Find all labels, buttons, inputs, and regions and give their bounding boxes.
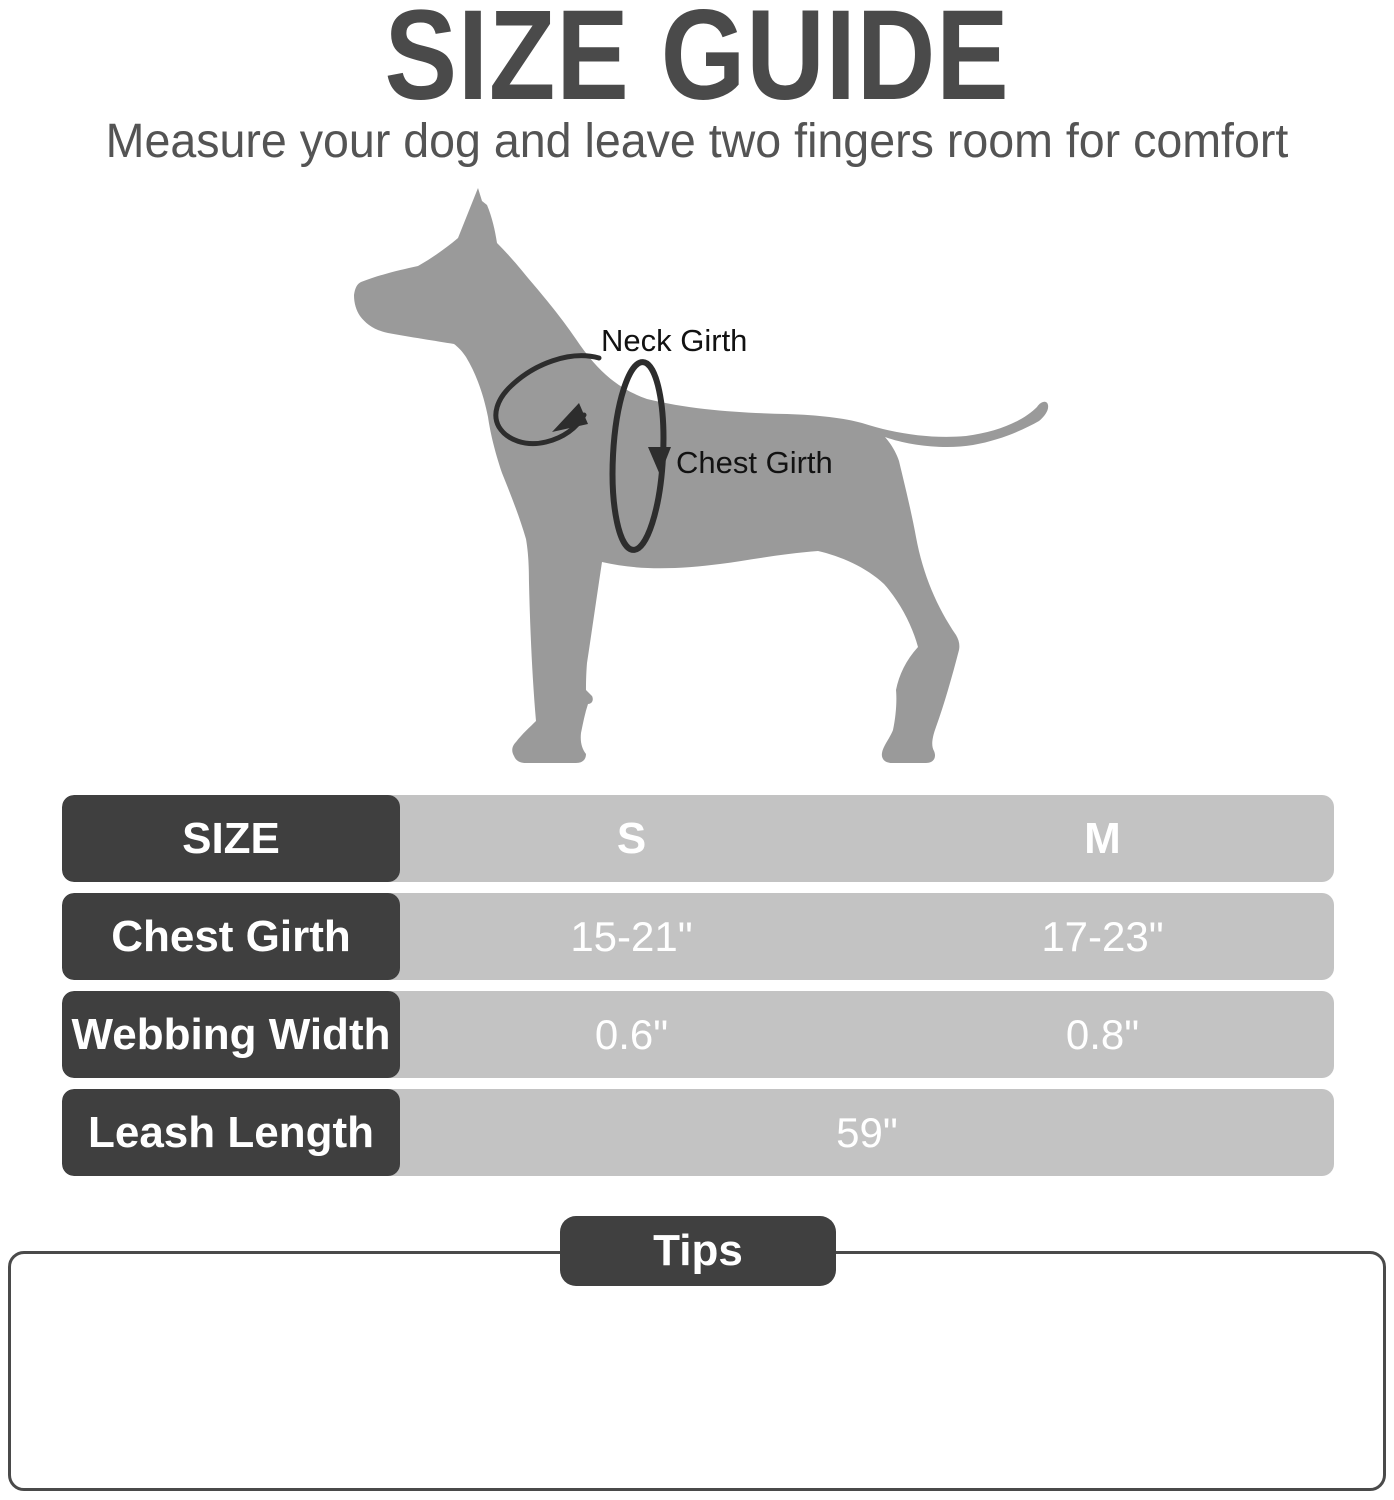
value-s-cell	[388, 991, 863, 1078]
dog-diagram	[340, 185, 1075, 780]
tips-badge-label: Tips	[653, 1226, 743, 1275]
size-table	[62, 795, 1334, 1187]
value-s-cell	[388, 893, 863, 980]
value-merged: 59"	[836, 1108, 898, 1156]
value-s: 15-21"	[570, 912, 693, 960]
row-label-cell	[62, 893, 400, 980]
header-m-cell	[859, 795, 1334, 882]
header-m-label: M	[1084, 813, 1121, 863]
value-m: 0.8"	[1065, 1010, 1140, 1058]
row-label: Chest Girth	[111, 911, 351, 961]
header-size-cell	[62, 795, 400, 882]
value-s: 0.6"	[594, 1010, 669, 1058]
header-s-cell	[388, 795, 863, 882]
row-label: Leash Length	[87, 1107, 375, 1157]
tips-box	[8, 1251, 1386, 1491]
tips-badge	[560, 1216, 836, 1286]
header-size-label: SIZE	[182, 813, 280, 863]
neck-girth-label: Neck Girth	[601, 323, 748, 358]
table-row-leash-length	[62, 1089, 1334, 1176]
header-s-label: S	[616, 813, 647, 863]
table-row-chest-girth	[62, 893, 1334, 980]
row-label: Webbing Width	[71, 1009, 391, 1059]
row-label-cell	[62, 991, 400, 1078]
page-subtitle: Measure your dog and leave two fingers room for comfort	[105, 115, 1289, 168]
row-label-cell	[62, 1089, 400, 1176]
value-merged-cell	[388, 1089, 1334, 1176]
page-title: SIZE GUIDE	[384, 0, 1010, 127]
table-header-row	[62, 795, 1334, 882]
chest-girth-label: Chest Girth	[676, 445, 833, 480]
table-row-webbing-width	[62, 991, 1334, 1078]
value-m: 17-23"	[1041, 912, 1164, 960]
value-m-cell	[859, 893, 1334, 980]
value-m-cell	[859, 991, 1334, 1078]
